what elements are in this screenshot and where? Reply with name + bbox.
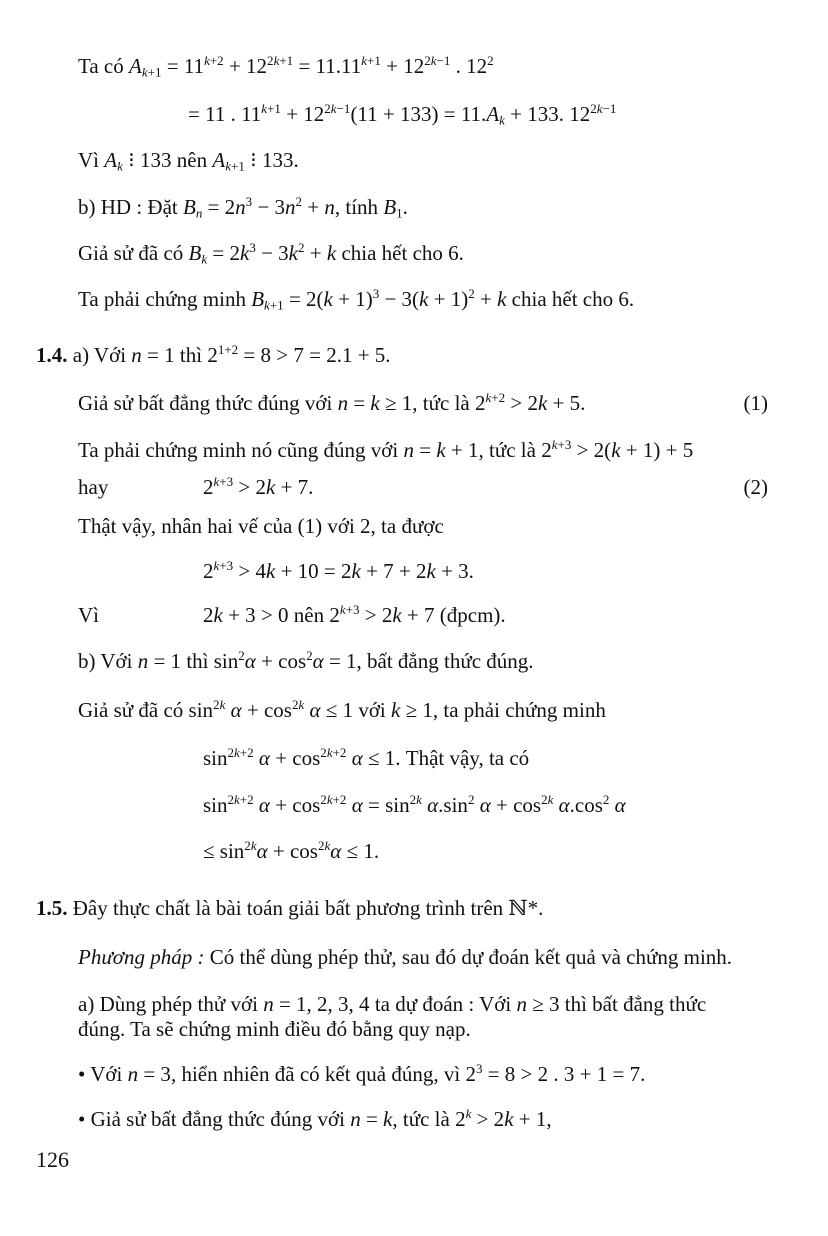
line-b-hint: b) HD : Đặt $B_n = 2n^3 - 3n^2 + n$, tính $B_1$. [78,193,408,221]
page-number: 126 [36,1147,69,1172]
line-14-b-bound: ≤ $\sin^{2k}\alpha + \cos^{2k}\alpha \le 1$. [203,837,380,863]
problem-1-4-a: 1.4. a) Với n = 1 thì $2^{1+2} = 8 > 7 = 2.1 + 5$. [36,341,391,367]
line-14-b-expand: $\sin^{2k+2} \alpha + \cos^{2k+2} \alpha = \sin^{2k} \alpha.\sin^2$ $\alpha + \cos^{2k} \alpha.\cos^2$ α [203,791,626,817]
line-b-prove: Ta phải chứng minh $B_{k+1} = 2(k + 1)^3 - 3(k + 1)^2 + k$ chia hết cho 6. [78,285,635,313]
line-15-method: Phương pháp : Có thể dùng phép thử, sau đó dự đoán kết quả và chứng minh. [78,945,733,969]
line-15-a-1: a) Dùng phép thử với n = 1, 2, 3, 4 ta dự đoán : Với n ≥ 3 thì bất đẳng thức [78,992,707,1016]
line-14-hay: hay $2^{k+3} > 2k + 7$. (2) [78,473,768,499]
line-a-cont: = 11 . $11^{k+1} + 12^{2k-1}(11 + 133) = 11.A_k + 133$. $12^{2k-1}$ [188,100,617,128]
line-14-vi: Vì 2k + 3 > 0 nên $2^{k+3} > 2k + 7$ (đpcm). [78,601,506,627]
line-a-conclusion: Vì $A_k$ ⁝ 133 nên $A_{k+1}$ ⁝ 133. [78,148,299,174]
line-14-prove: Ta phải chứng minh nó cũng đúng với n = k + 1, tức là $2^{k+3} > 2(k + 1) + 5$ [78,436,694,462]
line-14-b: b) Với n = 1 thì $\sin^2\alpha + \cos^2\alpha = 1$, bất đẳng thức đúng. [78,647,534,673]
line-14-assume: Giả sử bất đẳng thức đúng với n = k ≥ 1, tức là $2^{k+2} > 2k + 5$. (1) [78,389,768,415]
equation-tag-1: (1) [743,391,768,415]
line-14-b-target: $\sin^{2k+2} \alpha + \cos^{2k+2} \alpha \le 1$. Thật vậy, ta có [203,744,530,770]
line-14-b-assume: Giả sử đã có $\sin^{2k} \alpha + \cos^{2k} \alpha \le 1$ với k ≥ 1, ta phải chứng minh [78,696,606,722]
line-15-bullet-2: • Giả sử bất đẳng thức đúng với n = k, tức là $2^k > 2k + 1$, [78,1105,552,1131]
line-15-bullet-1: • Với n = 3, hiển nhiên đã có kết quả đúng, vì $2^3 = 8 > 2$ . 3 + 1 = 7. [78,1060,646,1086]
line-14-multiply: $2^{k+3} > 4k + 10 = 2k + 7 + 2k + 3$. [203,557,474,583]
line-15-a-2: đúng. Ta sẽ chứng minh điều đó bằng quy nạp. [78,1017,471,1041]
line-a-def: Ta có $A_{k+1} = 11^{k+2} + 12^{2k+1} = 11.11^{k+1} + 12^{2k-1}$ . $12^2$ [78,52,494,80]
equation-tag-2: (2) [743,475,768,499]
line-b-assume: Giả sử đã có $B_k = 2k^3 - 3k^2 + k$ chia hết cho 6. [78,239,464,267]
problem-1-5: 1.5. Đây thực chất là bài toán giải bất phương trình trên ℕ*. [36,896,544,920]
line-14-thatvay: Thật vậy, nhân hai vế của (1) với 2, ta được [78,514,444,538]
